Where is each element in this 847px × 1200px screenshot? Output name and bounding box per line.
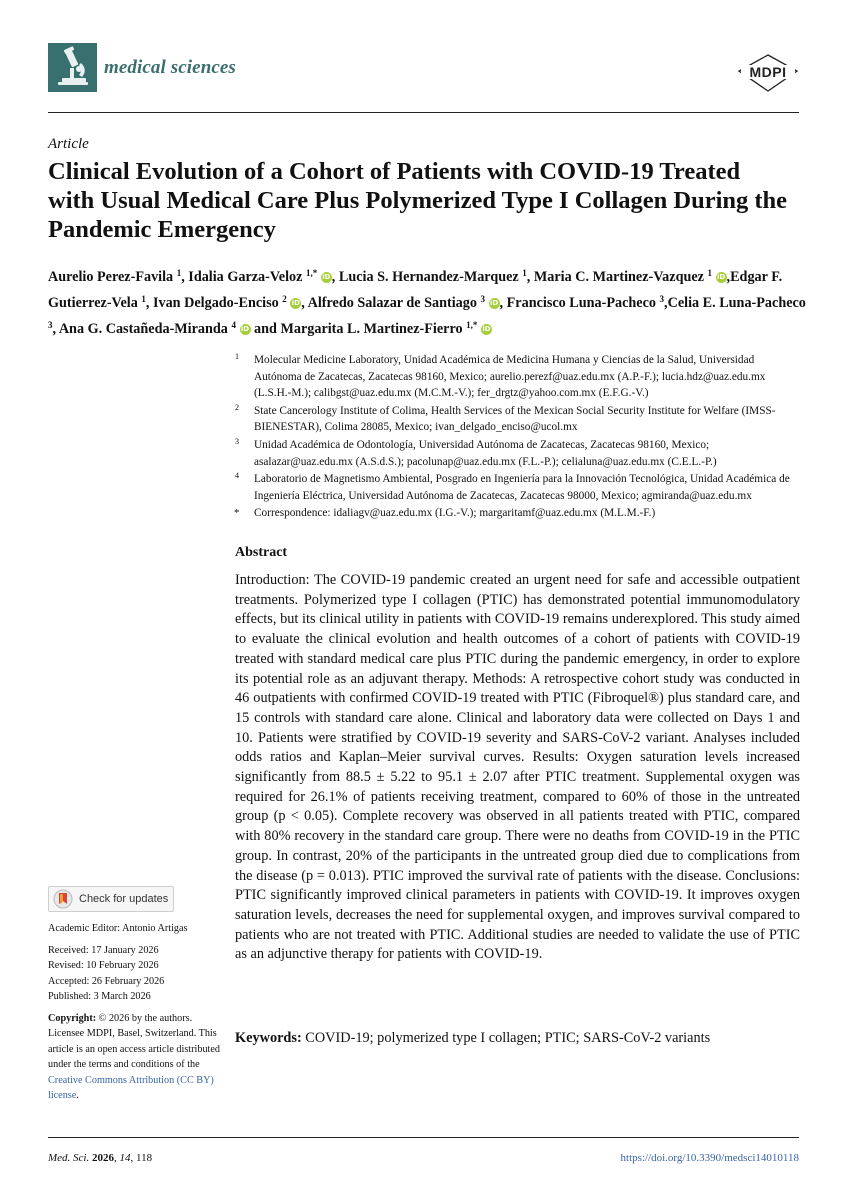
- article-type: Article: [48, 136, 89, 152]
- publisher-logo: [737, 54, 799, 92]
- author-affiliation: 2: [282, 294, 287, 304]
- author-name: Celia E. Luna-Pacheco: [667, 295, 806, 311]
- article-title: Clinical Evolution of a Cohort of Patients with COVID-19 Treated with Usual Medical Care Plus Polymerized Type I Collagen During the Pandemic Emergency: [48, 158, 788, 243]
- received-date: Received: 17 January 2026: [48, 944, 159, 956]
- affiliation-item: [231, 471, 801, 504]
- author-name: Maria C. Martinez-Vazquez: [533, 269, 704, 285]
- orcid-icon[interactable]: iD: [240, 325, 250, 333]
- published-date: Published: 3 March 2026: [48, 991, 151, 1002]
- copyright-notice: [48, 1011, 220, 1104]
- affiliation-number: 2: [235, 402, 239, 412]
- affiliation-number: 1: [235, 352, 239, 361]
- citation-year: 2026: [91, 1152, 114, 1164]
- author-name: Alfredo Salazar de Santiago: [307, 295, 477, 311]
- orcid-icon[interactable]: iD: [716, 273, 726, 281]
- author-name: Idalia Garza-Veloz: [188, 269, 303, 285]
- author-separator: ,: [181, 269, 189, 285]
- affiliation-number: 3: [235, 436, 239, 446]
- journal-abbrev: Med. Sci.: [48, 1152, 90, 1164]
- license-link[interactable]: Creative Commons Attribution (CC BY) license: [48, 1074, 214, 1101]
- abstract-text: Introduction: The COVID-19 pandemic created an urgent need for safe and accessible outpatient treatments. Polymerized type I collagen (PTIC) has demonstrated potential immunomodulatory effects, but its clinical utility in patients with COVID-19 remains underexplored. This study aimed to evaluate the clinical evolution and health outcomes of a cohort of patients with COVID-19 treated with standard medical care plus PTIC during the pandemic emergency, in order to explore its potential role as an adjuvant therapy. Methods: A retrospective cohort study was conducted in 46 outpatients with confirmed COVID-19 treated with PTIC (Fibroquel®) plus standard care, and 15 controls with standard care alone. Clinical and laboratory data were collected on Days 1 and 10. Patients were stratified by COVID-19 severity and SARS-CoV-2 variant. Analyses included odds ratios and Kaplan–Meier survival curves. Results: Oxygen saturation levels increased significantly from 88.5 ± 5.22 to 95.1 ± 2.07 after PTIC treatment. Supplemental oxygen was required for 26.1% of patients receiving treatment, compared to 60% of those in the untreated group (p < 0.05). Complete recovery was observed in all patients treated with PTIC, compared with 80% recovery in the standard care group. There were no deaths from COVID-19 in the PTIC group. In contrast, 20% of the participants in the untreated group died due to complications from the disease (p = 0.013). PTIC improved the survival rate of patients with the disease. Conclusions: PTIC significantly improved clinical parameters in patients with COVID-19. It improves oxygen saturation levels, decreases the need for supplemental oxygen, and improves survival compared to patients who are not treated with PTIC. Additional studies are needed to validate the use of PTIC as an adjunctive therapy for patients with COVID-19.: [235, 572, 800, 963]
- author-affiliation: 1: [522, 268, 527, 278]
- author-name: Francisco Luna-Pacheco: [506, 295, 656, 311]
- author-name: Lucia S. Hernandez-Marquez: [338, 269, 519, 285]
- affiliation-item: [231, 352, 801, 402]
- check-for-updates-button[interactable]: [48, 886, 174, 912]
- affiliations: [231, 352, 801, 523]
- author-affiliation: 3: [659, 294, 665, 304]
- article-sidebar: [48, 921, 220, 1104]
- author-affiliation: 1: [176, 268, 182, 278]
- author-separator: ,: [499, 295, 507, 311]
- article-number: 118: [135, 1152, 153, 1164]
- author-affiliation: 1,*: [466, 320, 478, 330]
- copyright-label: Copyright:: [48, 1012, 97, 1024]
- author-separator: ,: [301, 295, 308, 311]
- author-separator: ,: [145, 295, 153, 311]
- orcid-icon[interactable]: iD: [291, 299, 300, 307]
- journal-name: medical sciences: [104, 57, 236, 78]
- author-separator: ,: [726, 269, 731, 285]
- author-separator: ,: [331, 269, 339, 285]
- affiliation-text: Molecular Medicine Laboratory, Unidad Académica de Medicina Humana y Ciencias de la Salud, Universidad Autónoma de Zacatecas, Zacatecas 98160, Mexico; aurelio.perezf@uaz.edu.mx (A.P.-F.); lucia.hdz@uaz.edu.mx (L.S.H.-M.); calibgst@uaz.edu.mx (M.C.M.-V.); fer_drgtz@yahoo.com.mx (E.F.G.-V.): [254, 354, 766, 400]
- microscope-icon: [48, 43, 97, 92]
- author-affiliation: 4: [231, 320, 236, 330]
- affiliation-text: Unidad Académica de Odontología, Universidad Autónoma de Zacatecas, Zacatecas 98160, Mexico; asalazar@uaz.edu.mx (A.S.d.S.); pacolunap@uaz.edu.mx (F.L.-P.); celialuna@uaz.edu.mx (C.E.L.-P.): [254, 438, 717, 468]
- header-divider: [48, 112, 799, 113]
- author-affiliation: 1: [141, 294, 146, 304]
- author-separator: ,: [52, 321, 59, 337]
- affiliation-text: Laboratorio de Magnetismo Ambiental, Posgrado en Ingeniería para la Innovación Tecnológica, Unidad Académica de Ingeniería Eléctrica, Universidad Autónoma de Zacatecas, Zacatecas 98000, Mexico; agmiranda@uaz.edu.mx: [254, 473, 790, 502]
- author-name: Margarita L. Martinez-Fierro: [280, 321, 463, 337]
- affiliation-item: [231, 437, 801, 470]
- correspondence-text: Correspondence: idaliagv@uaz.edu.mx (I.G.-V.); margaritamf@uaz.edu.mx (M.L.M.-F.): [254, 507, 656, 520]
- author-name: Edgar F. Gutierrez-Vela: [48, 269, 783, 311]
- author-name: Ivan Delgado-Enciso: [152, 295, 279, 311]
- affiliation-text: State Cancerology Institute of Colima, Health Services of the Mexican Social Security Institute for Welfare (IMSS-BIENESTAR), Colima 28085, Mexico; ivan_delgado_enciso@ucol.mx: [254, 404, 776, 434]
- bookmark-update-icon: [53, 889, 73, 909]
- author-separator: and: [250, 321, 281, 337]
- copyright-text: © 2026 by the authors. Licensee MDPI, Basel, Switzerland. This article is an open access article distributed under the terms and conditions of the: [48, 1012, 220, 1070]
- citation: Med. Sci. 2026, 14, 118: [48, 1152, 153, 1164]
- revised-date: Revised: 10 February 2026: [48, 960, 159, 971]
- check-updates-label: Check for updates: [79, 893, 169, 905]
- orcid-icon[interactable]: iD: [322, 273, 331, 281]
- copyright-end: .: [76, 1090, 79, 1101]
- keywords: [235, 1030, 800, 1047]
- academic-editor: Academic Editor: Antonio Artigas: [48, 923, 188, 934]
- author-separator: ,: [664, 295, 668, 311]
- affiliation-number: 4: [235, 471, 239, 481]
- doi-link[interactable]: https://doi.org/10.3390/medsci14010118: [620, 1152, 799, 1164]
- abstract-heading: Abstract: [235, 545, 288, 560]
- journal-logo: [48, 43, 97, 92]
- correspondence-mark: *: [234, 507, 240, 520]
- publisher-name: MDPI: [749, 64, 787, 80]
- keywords-label: Keywords:: [235, 1030, 302, 1046]
- orcid-icon[interactable]: iD: [489, 299, 499, 307]
- author-name: Aurelio Perez-Favila: [48, 269, 174, 285]
- author-affiliation: 1: [707, 268, 712, 278]
- author-affiliation: 3: [480, 294, 485, 304]
- author-list: [48, 262, 808, 340]
- author-name: Ana G. Castañeda-Miranda: [58, 321, 228, 337]
- author-separator: ,: [526, 269, 534, 285]
- accepted-date: Accepted: 26 February 2026: [48, 975, 165, 987]
- correspondence: [231, 505, 801, 522]
- orcid-icon[interactable]: iD: [482, 325, 491, 333]
- affiliation-item: [231, 403, 801, 436]
- citation-volume: 14: [119, 1152, 131, 1164]
- footer-divider: [48, 1137, 799, 1138]
- keywords-text: COVID-19; polymerized type I collagen; PTIC; SARS-CoV-2 variants: [305, 1030, 711, 1046]
- author-affiliation: 3: [48, 320, 53, 330]
- author-affiliation: 1,*: [306, 268, 318, 278]
